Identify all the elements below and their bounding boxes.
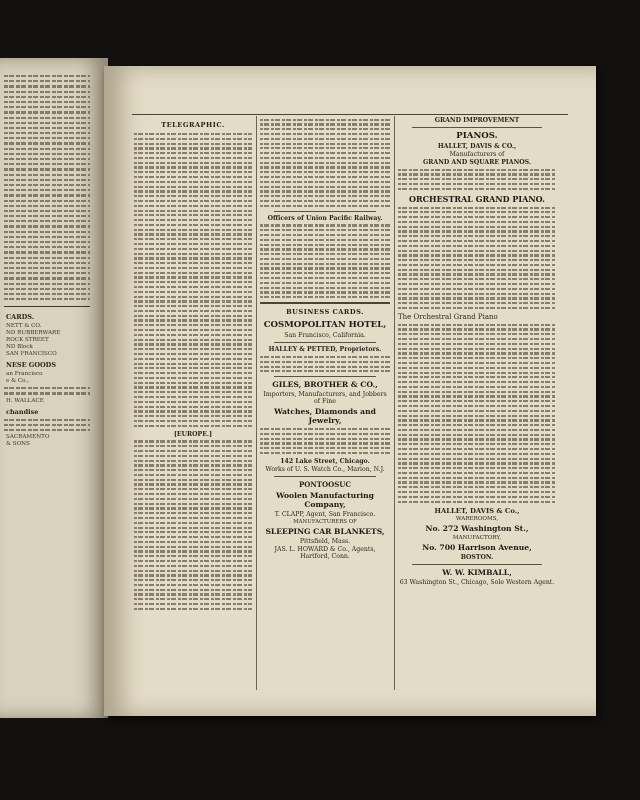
column-pianos [398,116,556,696]
giles-brother: GILES, BROTHER & CO., [272,380,378,390]
left-line: SACRAMENTO [6,434,50,441]
top-rule [132,114,568,115]
left-line: an Francisco [6,371,43,378]
grand-improvement: GRAND IMPROVEMENT [434,117,520,124]
hotel-name: COSMOPOLITAN HOTEL, [263,320,387,331]
hallet-davis-2: HALLET, DAVIS & Co., [434,506,520,515]
hotel-proprietors: HALLEY & PETTED, Proprietors. [268,346,382,354]
hallet-davis: HALLET, DAVIS & CO., [437,143,517,150]
left-page-text [4,72,90,448]
business-cards-heading: BUSINESS CARDS. [286,308,364,317]
telegraphic-heading: TELEGRAPHIC. [161,121,225,129]
left-line: chandise [6,407,39,416]
giles-sub: Importers, Manufacturers, and Jobbers of Fine [263,391,387,406]
left-line: ND RUBBERWARE [6,330,61,337]
howard-agents: JAS. L. HOWARD & Co., Agents, Hartford, Conn. [274,546,376,561]
manufacturers-of-pianos: Manufacturers of [449,151,505,158]
pianos-heading: PIANOS. [456,131,498,141]
pontoosuc: PONTOOSUC [299,480,351,490]
pittsfield: Pittsfield, Mass. [299,538,351,546]
kimball: W. W. KIMBALL, [442,567,512,577]
left-line: H. WALLACE [6,397,44,404]
left-line: ROCK STREET [6,337,49,344]
harrison-avenue: No. 700 Harrison Avenue, [422,542,532,552]
orchestral-paragraph: The Orchestral Grand Piano [398,313,498,322]
left-line: SAN FRANCISCO [6,351,57,358]
left-page [0,58,108,718]
kimball-sub: 63 Washington St., Chicago, Sole Western Agent. [399,578,555,586]
column-rule [394,116,395,690]
europe-subheading: [EUROPE.] [173,430,213,438]
column-business [260,116,390,696]
left-line: NESE GOODS [6,361,57,370]
left-line: & SONS [6,441,30,448]
orchestral-grand: ORCHESTRAL GRAND PIANO. [409,193,545,204]
officers-heading: Officers of Union Pacific Railway. [267,214,383,222]
watches-line: Watches, Diamonds and Jewelry, [274,407,376,426]
right-page [104,66,596,716]
sleeping-car-blankets: SLEEPING CAR BLANKETS, [265,527,385,537]
grand-and-square: GRAND AND SQUARE PIANOS. [422,159,532,166]
column-telegraphic [134,118,252,698]
left-cards-label: CARDS. [6,313,34,322]
boston: BOSTON. [460,553,494,561]
left-line: e & Co., [6,378,29,385]
clapp-agent: T. CLAPP, Agent, San Francisco. [274,511,376,519]
left-line: NETT & CO. [6,323,42,330]
hotel-city: San Francisco, California. [284,332,366,340]
manufactory: MANUFACTORY, [452,534,502,541]
left-line: ND Block [6,344,33,351]
warerooms: WAREROOMS, [455,515,499,522]
column-rule [256,116,257,690]
woolen-company: Woolen Manufacturing Company, [276,491,374,510]
watch-works: Works of U. S. Watch Co., Marion, N.J. [265,466,385,474]
washington-street: No. 272 Washington St., [425,523,529,533]
lake-street-address: 142 Lake Street, Chicago. [280,458,370,466]
manufacturers-of: MANUFACTURERS OF [293,519,357,526]
